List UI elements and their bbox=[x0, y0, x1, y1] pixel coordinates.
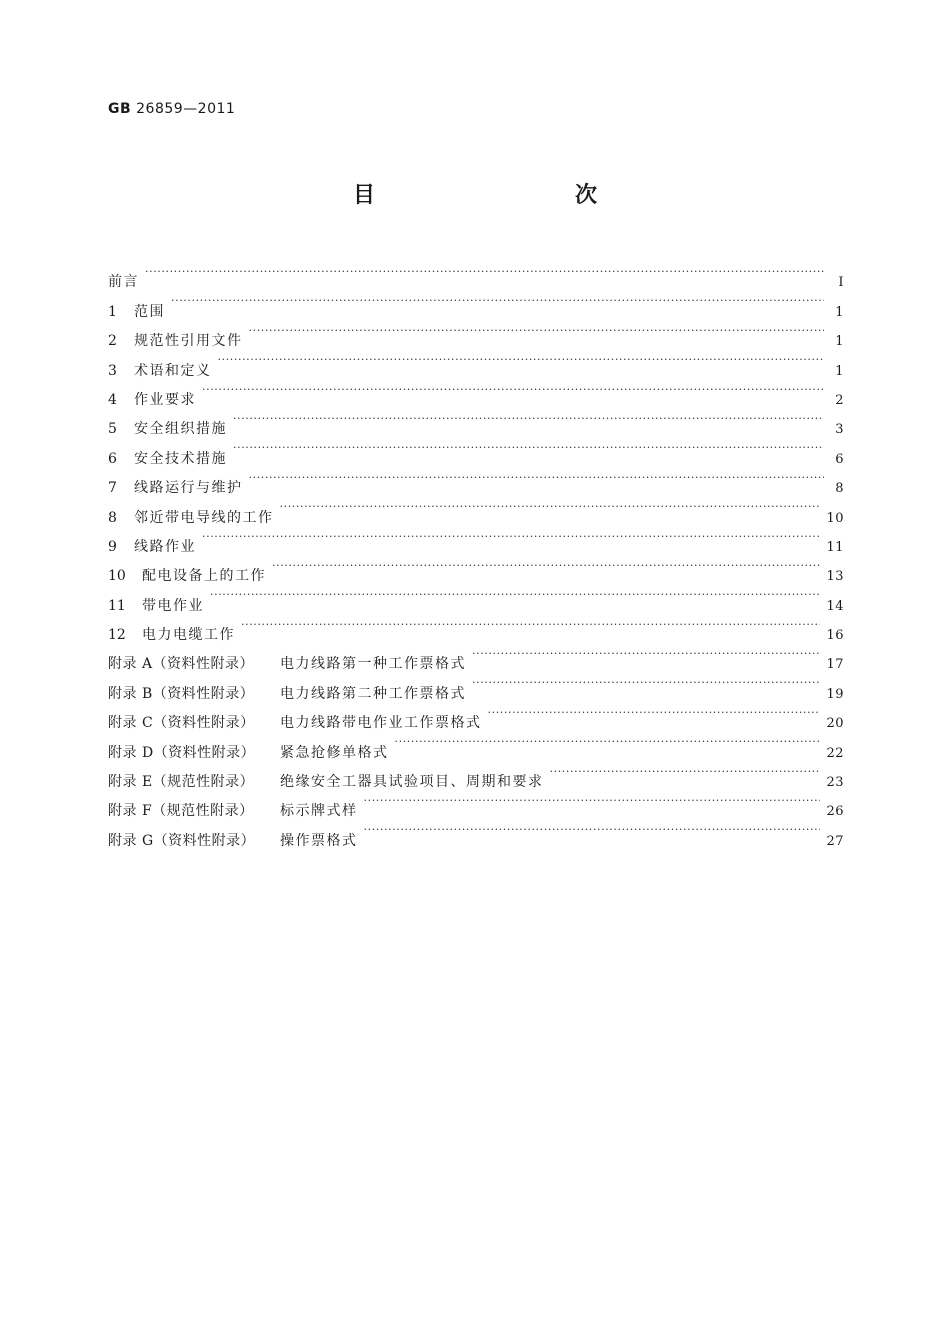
toc-entry-label: 1 范围 bbox=[108, 298, 165, 327]
toc-entry-label: 8 邻近带电导线的工作 bbox=[108, 504, 274, 533]
toc-leader-dots bbox=[364, 786, 821, 815]
toc-entry-label: 附录 F（规范性附录） 标示牌式样 bbox=[108, 797, 358, 826]
toc-entry-5[interactable] bbox=[108, 404, 844, 438]
toc-page-number: 14 bbox=[826, 598, 844, 614]
toc-section-number: 3 bbox=[108, 362, 117, 379]
toc-page-number: 20 bbox=[826, 716, 844, 732]
toc-page-number: 8 bbox=[835, 481, 844, 497]
toc-page-number: 1 bbox=[835, 334, 844, 350]
toc-page-number: 3 bbox=[835, 422, 844, 438]
toc-page-number: 23 bbox=[826, 775, 844, 791]
toc-entry-label: 附录 B（资料性附录） 电力线路第二种工作票格式 bbox=[108, 680, 466, 709]
toc-leader-dots bbox=[233, 404, 824, 433]
toc-entry-3[interactable] bbox=[108, 345, 844, 379]
toc-annex-designation: 附录 G（资料性附录） bbox=[108, 832, 256, 849]
toc-entry-label: 7 线路运行与维护 bbox=[108, 474, 243, 503]
toc-leader-dots bbox=[364, 815, 821, 844]
toc-page-number: 1 bbox=[835, 363, 844, 379]
toc-page-number: 13 bbox=[826, 569, 844, 585]
toc-section-number: 4 bbox=[108, 391, 117, 408]
toc-leader-dots bbox=[280, 492, 821, 521]
toc-entry-label: 2 规范性引用文件 bbox=[108, 327, 243, 356]
toc-section-number: 1 bbox=[108, 303, 117, 320]
toc-leader-dots bbox=[145, 257, 824, 286]
toc-entry-12[interactable] bbox=[108, 610, 844, 644]
toc-page-number: 27 bbox=[826, 833, 844, 849]
toc-entry-label: 4 作业要求 bbox=[108, 386, 196, 415]
standard-number: 26859—2011 bbox=[136, 101, 236, 117]
toc-page-number: 26 bbox=[826, 804, 844, 820]
toc-leader-dots bbox=[171, 286, 824, 315]
toc-entry-11[interactable] bbox=[108, 580, 844, 614]
toc-page-number: 22 bbox=[826, 745, 844, 761]
toc-leader-dots bbox=[472, 639, 820, 668]
toc-section-number: 6 bbox=[108, 450, 117, 467]
toc-leader-dots bbox=[488, 698, 821, 727]
toc-section-number: 5 bbox=[108, 421, 117, 438]
toc-entry-label: 附录 G（资料性附录） 操作票格式 bbox=[108, 827, 358, 856]
toc-entry-label: 附录 A（资料性附录） 电力线路第一种工作票格式 bbox=[108, 650, 466, 679]
toc-page-number: 11 bbox=[826, 539, 844, 555]
toc-entry-label: 10 配电设备上的工作 bbox=[108, 562, 266, 591]
toc-section-number: 12 bbox=[108, 627, 126, 644]
toc-entry-label: 12 电力电缆工作 bbox=[108, 621, 235, 650]
toc-annex-designation: 附录 D（资料性附录） bbox=[108, 744, 256, 761]
toc-entry-4[interactable] bbox=[108, 375, 844, 408]
toc-leader-dots bbox=[472, 668, 820, 697]
toc-entry-9[interactable] bbox=[108, 522, 844, 555]
standard-prefix: GB bbox=[108, 101, 132, 117]
toc-annex-designation: 附录 B（资料性附录） bbox=[108, 685, 255, 702]
toc-entry-label: 6 安全技术措施 bbox=[108, 445, 227, 474]
toc-annex-designation: 附录 C（资料性附录） bbox=[108, 715, 255, 732]
toc-leader-dots bbox=[210, 580, 820, 609]
toc-page-number: 1 bbox=[835, 304, 844, 320]
toc-page-number: 10 bbox=[826, 510, 844, 526]
toc-entry-label: 9 线路作业 bbox=[108, 533, 196, 562]
toc-leader-dots bbox=[202, 522, 820, 551]
page-title: 目 次 bbox=[352, 183, 649, 208]
toc-entry-label: 附录 E（规范性附录） 绝缘安全工器具试验项目、周期和要求 bbox=[108, 768, 544, 797]
toc-leader-dots bbox=[395, 727, 821, 756]
toc-page-number: 17 bbox=[826, 657, 844, 673]
toc-section-number: 8 bbox=[108, 509, 117, 526]
toc-section-number: 7 bbox=[108, 480, 117, 497]
toc-leader-dots bbox=[202, 375, 824, 404]
standard-code bbox=[108, 100, 235, 118]
toc-section-number: 11 bbox=[108, 597, 126, 614]
toc-entry-2[interactable] bbox=[108, 316, 844, 350]
toc-page-number: 2 bbox=[835, 392, 844, 408]
toc-leader-dots bbox=[272, 551, 820, 580]
toc-leader-dots bbox=[218, 345, 825, 374]
toc-entry-10[interactable] bbox=[108, 551, 844, 585]
toc-entry-foreword[interactable] bbox=[108, 257, 844, 291]
toc-leader-dots bbox=[249, 463, 825, 492]
toc-entry-label: 附录 C（资料性附录） 电力线路带电作业工作票格式 bbox=[108, 709, 482, 738]
toc-page-number: 19 bbox=[826, 686, 844, 702]
toc-leader-dots bbox=[233, 433, 824, 462]
toc-leader-dots bbox=[241, 610, 820, 639]
toc-entry-label: 附录 D（资料性附录） 紧急抢修单格式 bbox=[108, 739, 389, 768]
toc-annex-designation: 附录 A（资料性附录） bbox=[108, 656, 255, 673]
toc-page-number: Ⅰ bbox=[838, 275, 844, 291]
toc-entry-label: 5 安全组织措施 bbox=[108, 415, 227, 444]
toc-entry-label: 3 术语和定义 bbox=[108, 357, 212, 386]
toc-section-number: 2 bbox=[108, 333, 117, 350]
toc-entry-label: 前言 bbox=[108, 274, 139, 291]
toc-section-number: 9 bbox=[108, 538, 117, 555]
toc-entry-label: 11 带电作业 bbox=[108, 592, 204, 621]
toc-leader-dots bbox=[249, 316, 825, 345]
toc-leader-dots bbox=[550, 757, 821, 786]
toc-page-number: 16 bbox=[826, 628, 844, 644]
table-of-contents bbox=[108, 257, 844, 849]
toc-annex-designation: 附录 E（规范性附录） bbox=[108, 774, 255, 791]
toc-page-number: 6 bbox=[835, 451, 844, 467]
toc-entry-1[interactable] bbox=[108, 286, 844, 320]
toc-section-number: 10 bbox=[108, 568, 126, 585]
toc-annex-designation: 附录 F（规范性附录） bbox=[108, 803, 254, 820]
